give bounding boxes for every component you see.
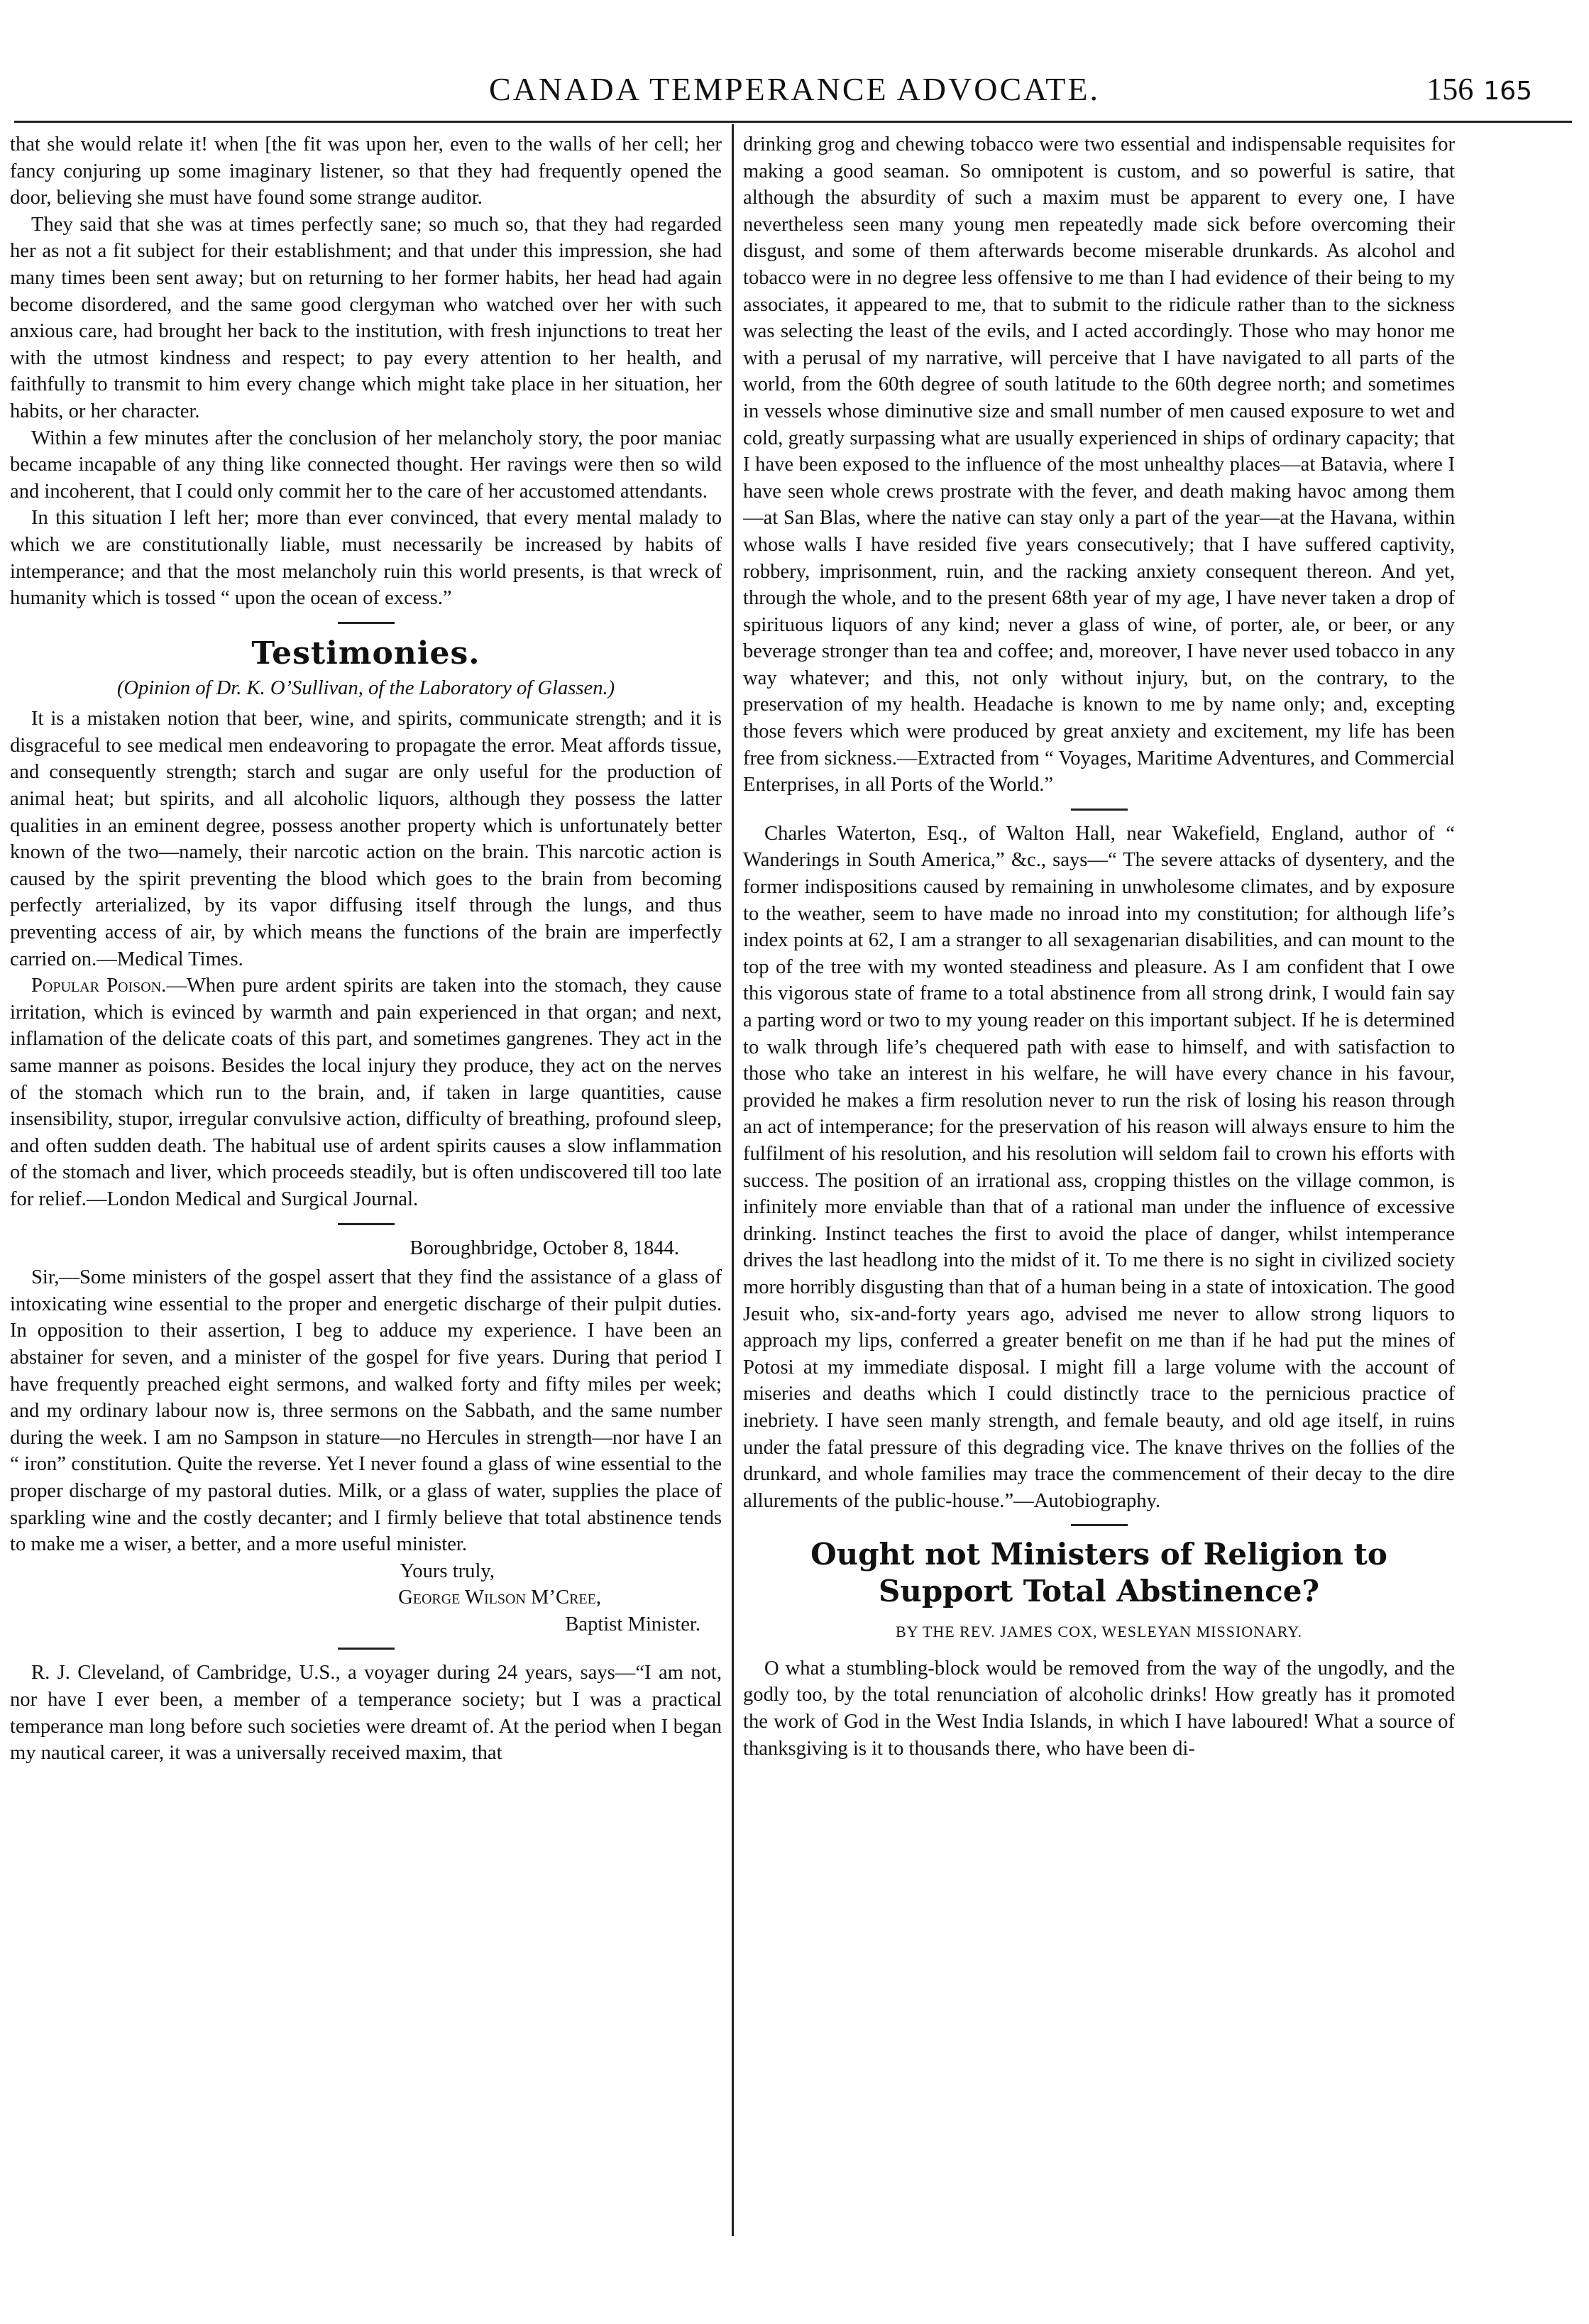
article-byline: BY THE REV. JAMES COX, WESLEYAN MISSIONARY. xyxy=(896,1623,1302,1641)
printed-page-number: 156 xyxy=(1426,72,1474,106)
paragraph-body: —When pure ardent spirits are taken into the stomach, they cause irritation, which is evinced by warmth and pain experienced in that organ; and next, inflamation of the delicate coats of this part, and sometimes gangrenes. They act in the same manner as poisons. Besides the local injury they produce, they act on the nerves of the stomach which run to the brain, and, if taken in large quantities, cause insensibility, stupor, irregular convulsive action, difficulty of breathing, profound sleep, and often sudden death. The habitual use of ardent spirits causes a slow inflammation of the stomach and liver, which proceeds steadily, but is often undiscovered till too late for relief.—London Medical and Surgical Journal. xyxy=(10,975,722,1210)
page-number xyxy=(1426,68,1532,113)
letter-signer-title: Baptist Minister. xyxy=(565,1613,700,1635)
masthead-title: CANADA TEMPERANCE ADVOCATE. xyxy=(489,71,1100,107)
left-column xyxy=(10,131,722,2240)
section-separator xyxy=(1071,1524,1128,1526)
header-rule xyxy=(14,121,1572,123)
paragraph: Charles Waterton, Esq., of Walton Hall, near Wakefield, England, author of “ Wanderings in South America,” &c., says—“ The severe attacks of dysentery, and the former indispositions caused by remaining in unwholesome climates, and by exposure to the weather, seem to have made no inroad into my constitution; for although life’s index points at 62, I am a stranger to all sexagenarian disabilities, and can mount to the top of the tree with my wonted steadiness and pleasure. As I am confident that I owe this vigorous state of frame to a total abstinence from all strong drink, I would fain say a parting word or two to my young reader on this important subject. If he is determined to walk through life’s chequered path with ease to himself, and with satisfaction to those who take an interest in his welfare, he will have every chance in his favour, provided he makes a firm resolution never to run the risk of losing his reason through an act of intemperance; for the preservation of his reason will always ensure to him the fulfilment of his resolution, and his resolution will seldom fail to crown his efforts with success. The position of an irrational ass, cropping thistles on the village common, is infinitely more enviable than that of a rational man under the influence of excessive drinking. Instinct teaches the first to avoid the place of danger, whilst intemperance drives the last headlong into the midst of it. To me there is no sight in civilized society more horribly disgusting than that of a human being in a state of intoxication. The good Jesuit who, six-and-forty years ago, advised me never to allow strong liquors to approach my lips, conferred a greater benefit on me than if he had put the mines of Potosi at my immediate disposal. I might fill a large volume with the account of miseries and deaths which I could distinctly trace to the pernicious practice of inebriety. I have seen manly strength, and female beauty, and old age itself, in ruins under the fatal pressure of this degrading vice. The knave thrives on the follies of the drunkard, and whole families may trace the commencement of their decay to the dire allurements of the public-house.”—Autobiography. xyxy=(743,822,1455,1512)
right-column xyxy=(743,131,1455,2240)
section-separator xyxy=(338,622,395,624)
article-title: Ought not Ministers of Religion to Support Total Abstinence? xyxy=(810,1537,1387,1609)
letter-body: Sir,—Some ministers of the gospel assert that they find the assistance of a glass of intoxicating wine essential to the proper and energetic discharge of their pulpit duties. In opposition to their assertion, I beg to adduce my experience. I have been an abstainer for seven, and a minister of the gospel for five years. During that period I have frequently preached eight sermons, and walked forty and fifty miles per week; and my ordinary labour now is, three sermons on the Sabbath, and the same number during the week. I am no Sampson in stature—no Hercules in strength—nor have I an “ iron” constitution. Quite the reverse. Yet I never found a glass of wine essential to the proper discharge of my pastoral duties. Milk, or a glass of water, supplies the place of sparkling wine and the costly decanter; and I firmly believe that total abstinence tends to make me a wiser, a better, and a more useful minister. xyxy=(10,1266,722,1556)
paragraph: Within a few minutes after the conclusion of her melancholy story, the poor maniac became incapable of any thing like connected thought. Her ravings were then so wild and incoherent, that I could only commit her to the care of her accustomed attendants. xyxy=(10,427,722,503)
paragraph: In this situation I left her; more than ever convinced, that every mental malady to which we are constitutionally liable, must necessarily be increased by habits of intemperance; and that the most melancholy ruin this world presents, is that wreck of humanity which is tossed “ upon the ocean of excess.” xyxy=(10,507,722,610)
section-title: Testimonies. xyxy=(251,635,480,672)
section-separator xyxy=(338,1223,395,1225)
paragraph: It is a mistaken notion that beer, wine, and spirits, communicate strength; and it is disgraceful to see medical men endeavoring to propagate the error. Meat affords tissue, and consequently strength; starch and sugar are only useful for the production of animal heat; but spirits, and all alcoholic liquors, although they possess the latter qualities in an eminent degree, possess another property which is unfortunately better known of the two—namely, their narcotic action on the brain. This narcotic action is caused by the spirit preventing the blood which goes to the brain from becoming perfectly arterialized, by its vapor diffusing itself through the lungs, and thus preventing access of air, by which means the functions of the brain are imperfectly carried on.—Medical Times. xyxy=(10,708,722,970)
paragraph: O what a stumbling-block would be removed from the way of the ungodly, and the godly too, by the total renunciation of alcoholic drinks! How greatly has it promoted the work of God in the West India Islands, in which I have laboured! What a source of thanksgiving is it to thousands there, who have been di- xyxy=(743,1657,1455,1760)
section-separator xyxy=(1071,809,1128,811)
paragraph xyxy=(10,972,722,1212)
opinion-heading: (Opinion of Dr. K. O’Sullivan, of the Laboratory of Glassen.) xyxy=(116,676,615,699)
paragraph-lead: Popular Poison. xyxy=(31,975,167,997)
letter-dateline: Boroughbridge, October 8, 1844. xyxy=(409,1237,679,1259)
paragraph: that she would relate it! when [the fit was upon her, even to the walls of her cell; her fancy conjuring up some imaginary listener, so that they had frequently opened the door, believing she must have found some strange auditor. xyxy=(10,133,722,209)
column-divider xyxy=(732,124,734,2236)
letter-closing: Yours truly, xyxy=(400,1560,495,1582)
paragraph: They said that she was at times perfectly sane; so much so, that they had regarded her as not a fit subject for their establishment; and that under this impression, she had many times been sent away; but on returning to her former habits, her head had again become disordered, and the same good clergyman who watched over her with such anxious care, had brought her back to the institution, with fresh injunctions to treat her with the utmost kindness and respect; to pay every attention to her health, and faithfully to transmit to him every change which might take place in her situation, her habits, or her character. xyxy=(10,213,722,422)
paragraph: R. J. Cleveland, of Cambridge, U.S., a voyager during 24 years, says—“I am not, nor have I ever been, a member of a temperance society; but I was a practical temperance man long before such societies were dreamt of. At the period when I began my nautical career, it was a universally received maxim, that xyxy=(10,1662,722,1765)
page-header xyxy=(0,68,1589,111)
section-separator xyxy=(338,1648,395,1650)
handwritten-page-number: 165 xyxy=(1483,77,1532,106)
letter-signature: George Wilson M’Cree, xyxy=(398,1586,601,1609)
paragraph: drinking grog and chewing tobacco were two essential and indispensable requisites for making a good seaman. So omnipotent is custom, and so powerful is satire, that although the absurdity of such a maxim must be apparent to every one, I have nevertheless seen many young men repeatedly made sick before overcoming their disgust, and some of them afterwards become miserable drunkards. As alcohol and tobacco were in no degree less offensive to me than I had evidence of their being to my associates, it appeared to me, that to submit to the ridicule rather than to the sickness was selecting the least of the evils, and I acted accordingly. Those who may honor me with a perusal of my narrative, will perceive that I have navigated to all parts of the world, from the 60th degree of south latitude to the 60th degree north; and sometimes in vessels whose diminutive size and small number of men caused exposure to wet and cold, greatly surpassing what are usually experienced in ships of ordinary capacity; that I have been exposed to the influence of the most unhealthy places—at Batavia, where I have seen whole crews prostrate with the fever, and death making havoc among them—at San Blas, where the native can stay only a part of the year—at the Havana, within whose walls I have resided five years consecutively; that I have suffered captivity, robbery, imprisonment, ruin, and the racking anxiety consequent thereon. And yet, through the whole, and to the present 68th year of my age, I have never taken a drop of spirituous liquors of any kind; never a glass of wine, of porter, ale, or beer, or any beverage stronger than tea and coffee; and, moreover, I have never used tobacco in any way whatever; and this, not only without injury, but, on the contrary, to the preservation of my health. Headache is known to me by name only; and, excepting those fevers which were produced by great anxiety and excitement, my life has been free from sickness.—Extracted from “ Voyages, Maritime Adventures, and Commercial Enterprises, in all Ports of the World.” xyxy=(743,133,1455,796)
